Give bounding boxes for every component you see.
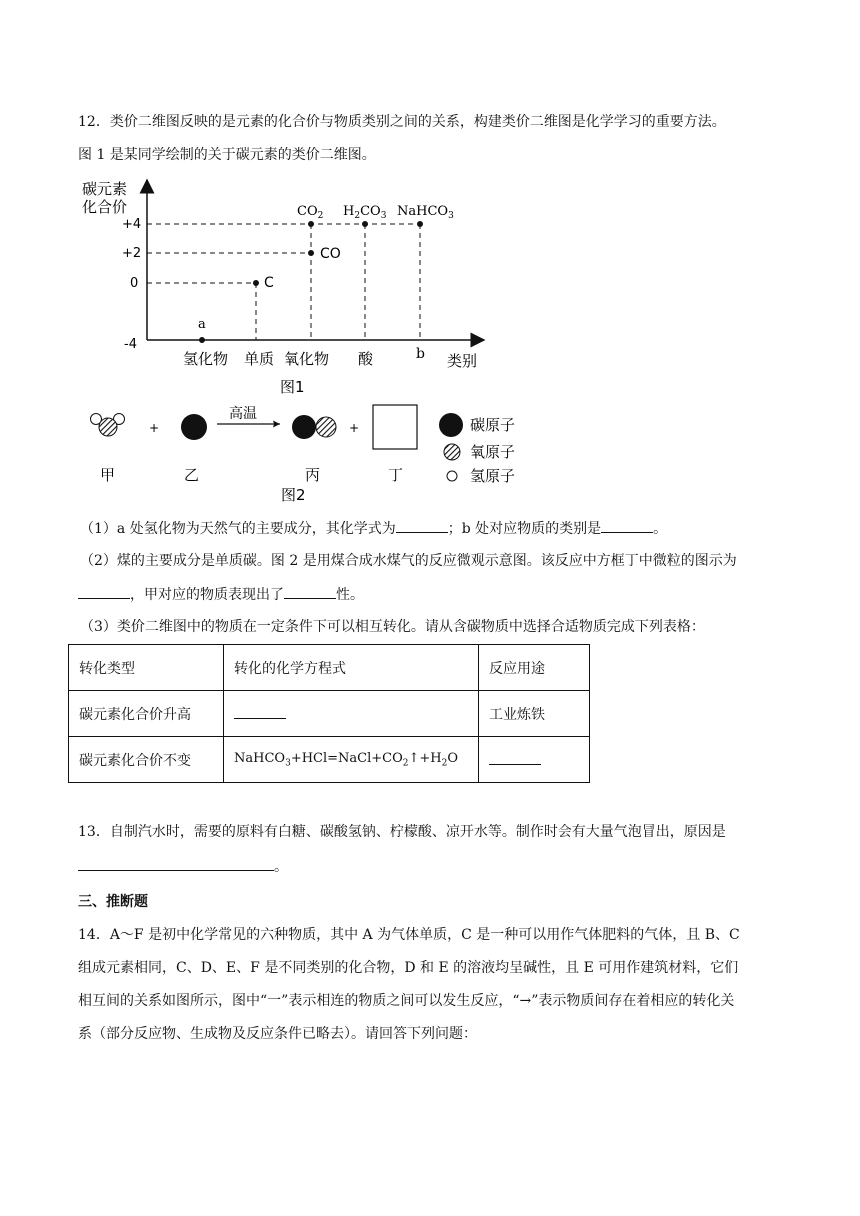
q12-part-1-text-a: （1）a 处氢化物为天然气的主要成分，其化学式为 [80,521,396,537]
q12-part-1-text-b: ；b 处对应物质的类别是 [447,521,602,537]
answer-blank-property[interactable] [284,584,336,599]
q12-part-2-line-2 [78,584,364,605]
eq-part: +HCl=NaCl+CO [290,750,403,766]
answer-blank-formula[interactable] [396,518,448,533]
point-c [253,280,259,286]
x-category-hydride: 氢化物 [183,350,229,368]
q12-part-2-line-1: （2）煤的主要成分是单质碳。图 2 是用煤合成水煤气的反应微观示意图。该反应中方框丁中微粒的图示为 [80,553,737,569]
y-tick-minus4: -4 [124,337,137,352]
answer-blank-ding[interactable] [78,584,130,599]
plus-sign-1: + [149,421,160,435]
figure-2-diagram [80,400,540,504]
table-cell-type-2: 碳元素化合价不变 [69,737,224,783]
y-tick-plus2: +2 [122,246,142,261]
q12-part-2-text-b: ，甲对应的物质表现出了 [130,587,284,603]
table-cell-equation-1 [224,691,479,737]
point-a [199,337,205,343]
table-header-type: 转化类型 [69,645,224,691]
figure-1-caption: 图1 [280,378,305,396]
label-bing: 丙 [305,466,321,484]
label-h2co3: $H_2CO_3$ [343,204,387,221]
table-cell-type-1: 碳元素化合价升高 [69,691,224,737]
eq-part: ↑+H [408,750,442,766]
carbon-atom-icon [181,414,207,440]
legend-carbon-label: 碳原子 [470,416,516,434]
q12-line-1: 12．类价二维图反映的是元素的化合价与物质类别之间的关系，构建类价二维图是化学学习的重要方法。 [78,114,726,130]
table-cell-use-2 [479,737,590,783]
eq-sub: 2 [402,758,409,769]
point-nahco3 [417,221,423,227]
label-co: CO [320,246,341,262]
q14-line-4: 系（部分反应物、生成物及反应条件已略去）。请回答下列问题： [78,1026,477,1042]
table-header-use: 反应用途 [479,645,590,691]
legend-carbon-icon [439,413,463,437]
table-row [69,737,590,783]
guide-lines [147,224,420,340]
table-header-row [69,645,590,691]
x-category-oxide: 氧化物 [284,350,330,368]
point-co [308,250,314,256]
legend-hydrogen-icon [447,471,457,481]
answer-blank-q13[interactable] [78,856,274,871]
point-h2co3 [362,221,368,227]
co-molecule-icon [292,415,336,439]
y-tick-0: 0 [130,276,139,291]
q14-line-3: 相互间的关系如图所示，图中“一”表示相连的物质之间可以发生反应，“→”表示物质间存在着相应的转化关 [78,993,735,1009]
q13-line-2 [78,856,288,877]
x-axis-label: 类别 [447,352,478,370]
figure-1-chart [70,172,510,400]
label-co2: $CO_2$ [297,204,324,221]
table-cell-use-1: 工业炼铁 [479,691,590,737]
answer-blank-equation[interactable] [234,704,286,719]
y-tick-plus4: +4 [122,217,142,232]
q12-part-2-text-c: 性。 [336,587,364,603]
condition-text: 高温 [229,406,257,422]
label-yi: 乙 [184,466,200,484]
answer-blank-use[interactable] [489,750,541,765]
plus-sign-2: + [349,421,360,435]
label-jia: 甲 [100,466,116,484]
q12-part-1 [80,518,667,539]
legend-oxygen-label: 氧原子 [470,443,516,461]
eq-sub: 2 [441,758,448,769]
legend-oxygen-icon [444,444,460,460]
water-molecule-icon [91,414,125,437]
eq-part: NaHCO [234,750,286,766]
table-cell-equation-2 [224,737,479,783]
q12-part-3: （3）类价二维图中的物质在一定条件下可以相互转化。请从含碳物质中选择合适物质完成下列表格： [80,619,705,635]
y-axis-label-1: 碳元素 [82,180,128,198]
point-co2 [308,221,314,227]
x-category-acid: 酸 [358,350,374,368]
label-a: a [198,317,206,332]
y-axis-label-2: 化合价 [82,198,128,216]
answer-box-ding [373,405,417,449]
label-b: b [416,346,425,362]
q13-end: 。 [274,859,288,875]
figure-2-caption: 图2 [281,486,306,504]
label-ding: 丁 [388,466,404,484]
label-c: C [264,275,274,291]
section-title: 三、推断题 [78,894,148,910]
q14-line-2: 组成元素相同，C、D、E、F 是不同类别的化合物，D 和 E 的溶液均呈碱性，且 E 可用作建筑材料，它们 [78,960,739,976]
eq-sub: 3 [285,758,291,769]
answer-blank-category[interactable] [601,518,653,533]
conversion-table [68,644,590,783]
x-category-element: 单质 [244,350,275,368]
q13-line-1: 13．自制汽水时，需要的原料有白糖、碳酸氢钠、柠檬酸、凉开水等。制作时会有大量气泡冒出，原因是 [78,824,726,840]
label-nahco3: NaHCO$_3$ [397,204,454,221]
q12-part-1-end: 。 [653,521,668,537]
eq-part: O [447,750,459,766]
q12-line-2: 图 1 是某同学绘制的关于碳元素的类价二维图。 [78,147,376,163]
q14-line-1: 14．A～F 是初中化学常见的六种物质，其中 A 为气体单质，C 是一种可以用作气体肥料的气体，且 B、C [78,927,740,943]
legend-hydrogen-label: 氢原子 [470,467,516,485]
table-row [69,691,590,737]
table-header-equation: 转化的化学方程式 [224,645,479,691]
